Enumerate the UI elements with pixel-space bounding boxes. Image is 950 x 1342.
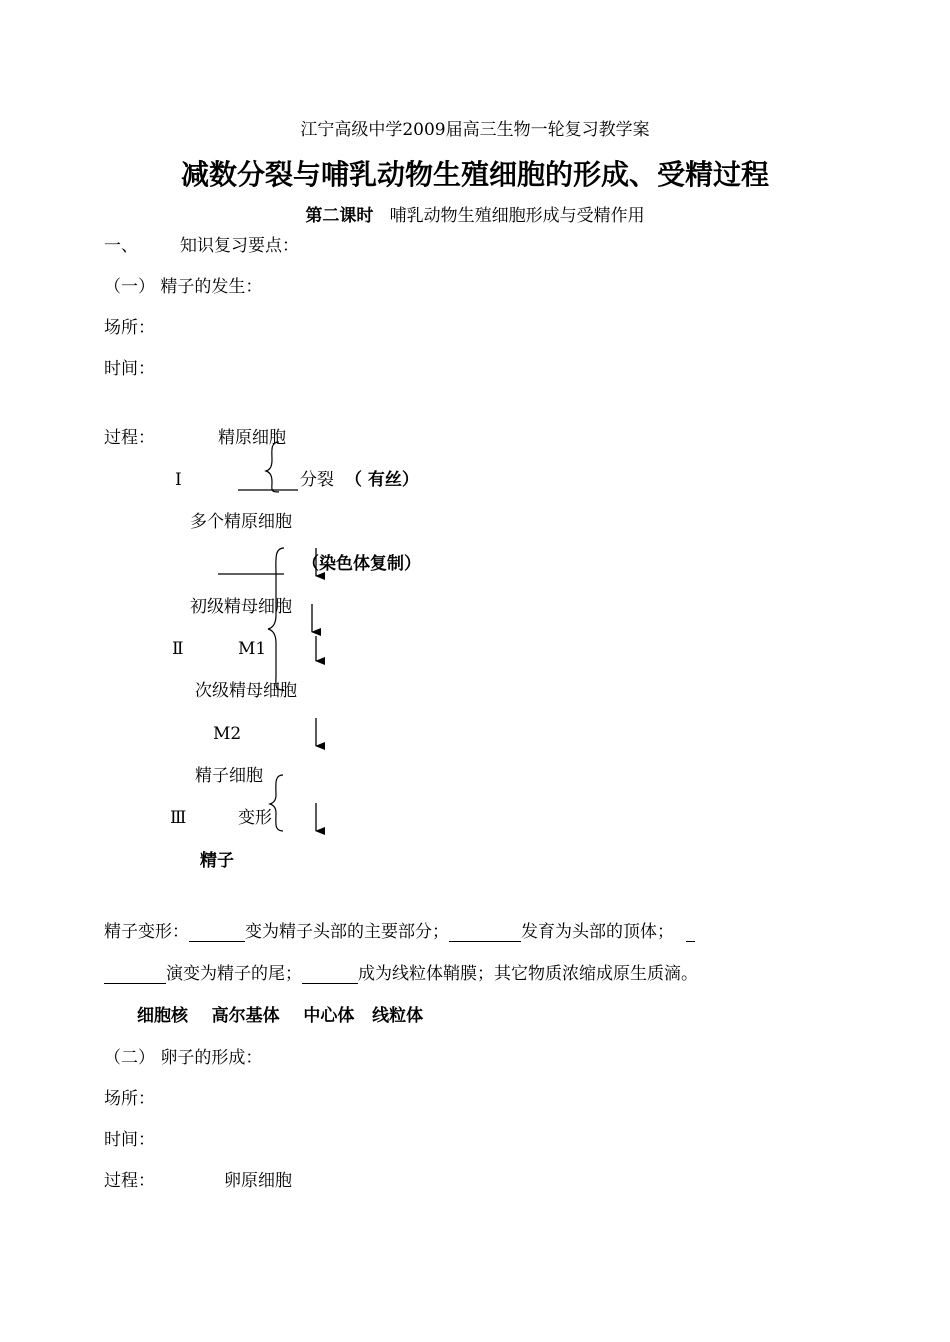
sperm-time-label: 时间： xyxy=(104,359,155,379)
transform-text-4: 成为线粒体鞘膜；其它物质浓缩成原生质滴。 xyxy=(358,964,698,984)
chromosome-replication-label: （染色体复制） xyxy=(302,554,421,574)
transform-text-3: 演变为精子的尾； xyxy=(166,964,302,984)
document-title: 减数分裂与哺乳动物生殖细胞的形成、受精过程 xyxy=(180,158,769,191)
section-number: 一、 xyxy=(104,236,138,256)
transform-text-1: 变为精子头部的主要部分； xyxy=(245,922,449,942)
lesson-number: 第二课时 xyxy=(305,206,374,226)
brace-stage-2 xyxy=(268,548,284,690)
many-spermatogonia-label: 多个精原细胞 xyxy=(190,512,292,532)
document-subtitle: 江宁高级中学2009届高三生物一轮复习教学案 xyxy=(300,120,650,140)
meiosis-1-label: M1 xyxy=(238,639,267,659)
oogonium-label: 卵原细胞 xyxy=(224,1171,292,1191)
deformation-label: 变形 xyxy=(238,808,272,828)
stage-2-label: Ⅱ xyxy=(172,639,184,659)
lesson-heading xyxy=(0,206,950,226)
blank-golgi[interactable] xyxy=(449,926,521,942)
answer-key: 细胞核 高尔基体 中心体 线粒体 xyxy=(137,1006,424,1026)
sperm-place-label: 场所： xyxy=(104,318,155,338)
primary-spermatocyte-label: 初级精母细胞 xyxy=(190,597,292,617)
transform-label: 精子变形： xyxy=(104,922,189,942)
sperm-process-label: 过程： xyxy=(104,428,155,448)
stage-1-label: Ⅰ xyxy=(175,470,182,490)
egg-process-label: 过程： xyxy=(104,1171,155,1191)
blank-mitochondria[interactable] xyxy=(302,968,358,984)
brace-stage-1 xyxy=(266,442,279,492)
blank-centriole-start[interactable] xyxy=(686,926,695,942)
section-heading: 知识复习要点： xyxy=(180,236,299,256)
spermatogonium-label: 精原细胞 xyxy=(218,428,286,448)
lesson-topic: 哺乳动物生殖细胞形成与受精作用 xyxy=(389,206,645,226)
secondary-spermatocyte-label: 次级精母细胞 xyxy=(195,681,297,701)
transform-text-2: 发育为头部的顶体； xyxy=(521,922,674,942)
blank-nucleus[interactable] xyxy=(189,926,245,942)
spermatid-label: 精子细胞 xyxy=(195,766,263,786)
division-label: 分裂 xyxy=(300,470,334,490)
sperm-transform-line-1 xyxy=(104,922,695,942)
egg-time-label: 时间： xyxy=(104,1130,155,1150)
sperm-heading: （一） 精子的发生： xyxy=(104,277,263,297)
blank-centriole[interactable] xyxy=(104,968,166,984)
meiosis-2-label: M2 xyxy=(213,724,242,744)
mitosis-label: （ 有丝） xyxy=(345,470,419,490)
stage-3-label: Ⅲ xyxy=(170,808,187,828)
egg-heading: （二） 卵子的形成： xyxy=(104,1048,263,1068)
egg-place-label: 场所： xyxy=(104,1089,155,1109)
sperm-transform-line-2 xyxy=(104,964,698,984)
sperm-label: 精子 xyxy=(200,851,234,871)
